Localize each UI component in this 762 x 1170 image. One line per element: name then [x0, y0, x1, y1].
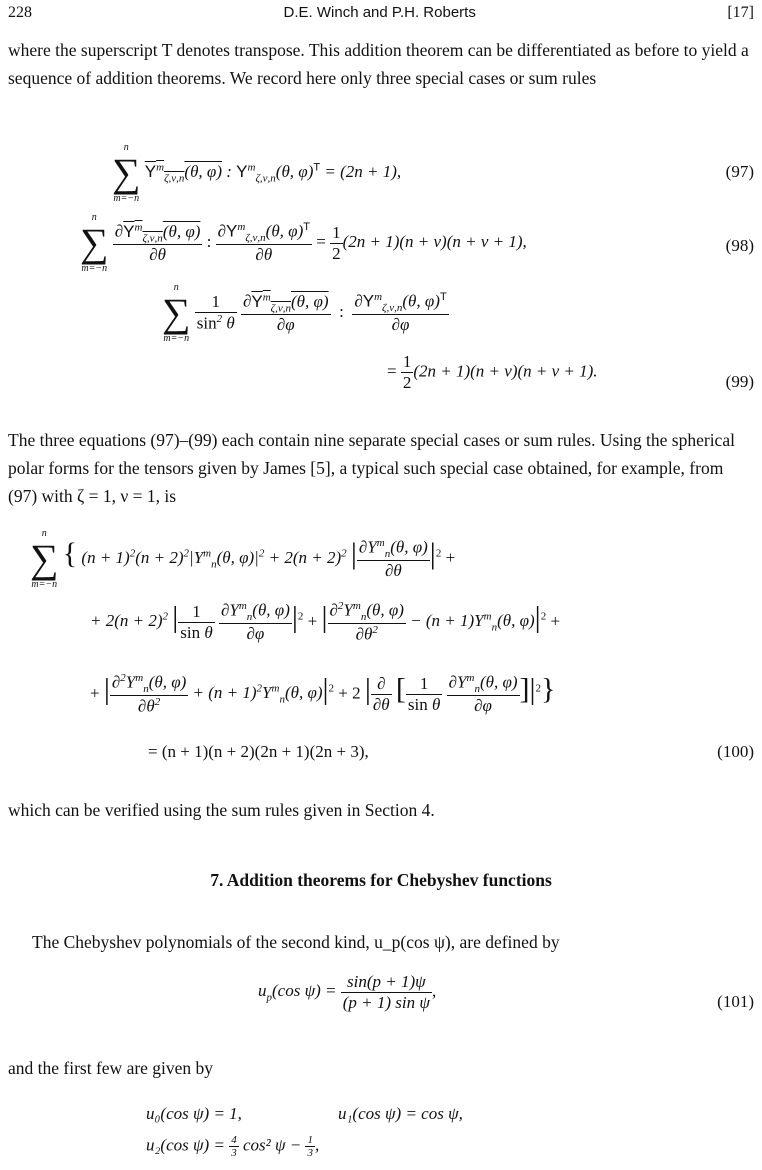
- eq98-rhs: (2n + 1)(n + ν)(n + ν + 1),: [342, 231, 527, 251]
- section-title: 7. Addition theorems for Chebyshev functions: [210, 870, 552, 890]
- equation-100-line2: + $2(n + 2)^2$ | $\frac{1}{\text{sin θ}}$ $\frac{\partial Y^m_n(\theta, \varphi)}{\partial\varphi}$ $|^2$ + | $\frac{\partial^2Y^m_n(\theta, \varphi)}{\partial\theta^2}$ − $(n + 1)Y^m_n(\theta$, $\varphi)|^2$ +: [90, 600, 561, 644]
- eq-number-100: (100): [717, 742, 754, 761]
- eq-number-99: (99): [725, 372, 754, 391]
- u2-equation: u₂(cos ψ) = $\frac{4}{3}$ cos² ψ − $\frac{1}{3}$ ,: [146, 1134, 320, 1159]
- u0-equation: u₀(cos ψ) = 1,: [146, 1104, 242, 1123]
- running-authors: D.E. Winch and P.H. Roberts: [283, 4, 476, 21]
- equation-100-line3: + | $\frac{\partial^2Y^m_n(\theta, \varphi)}{\partial\theta^2}$ + $(n + 1)^2Y^m_n(\theta$, $\varphi)|^2 + 2$ | $\frac{\partial}{\partial\theta}$ [ $\frac{1}{\text{sin θ}}$ $\frac{\partial Y^m_n(\theta, \varphi)}{\partial\varphi}$ ]$|^2$}: [90, 672, 556, 716]
- equation-98: n ∑ m=−n $\frac{\partial Y^m_{\zeta,\nu,n}(\theta, \varphi)}{\partial\theta}$ : $\frac{\partial Y^m_{\zeta,\nu,n}(\theta, \varphi)^T}{\partial\theta}$ = $\frac{1}{2}$ (2n + 1)(n + ν)(n + ν + 1),: [80, 212, 527, 274]
- verify-paragraph: which can be verified using the sum rules given in Section 4.: [8, 800, 435, 820]
- equation-99-line2: = $\frac{1}{2}$ (2n + 1)(n + ν)(n + ν + 1).: [387, 352, 598, 392]
- eq97-rhs: = (2n + 1),: [324, 161, 402, 181]
- equation-97: n ∑ m=−n $Y^m_{\zeta,\nu,n}(\theta$, φ) : $Y^m_{\zeta,\nu,n}(\theta$, φ)$^T$ = (2n + 1),: [112, 142, 402, 204]
- running-header: [8, 4, 754, 26]
- first-few-paragraph: and the first few are given by: [8, 1058, 214, 1078]
- eq-number-97: (97): [725, 162, 754, 181]
- equation-99-line1: n ∑ m=−n $\frac{1}{\sin^2 \theta}$ $\frac{\partial Y^m_{\zeta,\nu,n}(\theta, \varphi)}{\partial\varphi}$ : $\frac{\partial Y^m_{\zeta,\nu,n}(\theta, \varphi)^T}{\partial\varphi}$: [162, 282, 447, 344]
- equation-100-line1: n ∑ m=−n { $(n + 1)^2(n + 2)^2|Y^m_n(\theta$, $\varphi)|^2 + 2(n + 2)^2$ | $\frac{\partial Y^m_n(\theta, \varphi)}{\partial\theta}$ $|^2$ +: [30, 528, 456, 590]
- article-ref: [17]: [727, 4, 754, 21]
- eq-number-101: (101): [717, 992, 754, 1011]
- u1-equation: u₁(cos ψ) = cos ψ,: [338, 1104, 463, 1123]
- eq101-numerator: sin(p + 1)ψ: [341, 972, 432, 993]
- eq99-rhs: (2n + 1)(n + ν)(n + ν + 1).: [413, 361, 598, 381]
- equation-101: $u_p(\cos$ ψ) = $\frac{\sin(p + 1)\psi}{\text{(p + 1) sin ψ}}$ ,: [258, 972, 437, 1012]
- chebyshev-intro-paragraph: The Chebyshev polynomials of the second kind, u_p(cos ψ), are defined by: [32, 932, 560, 952]
- middle-paragraph: The three equations (97)–(99) each contain nine separate special cases or sum rules. Using the spherical polar forms for the tensors given by James [5], a typical such special case obtained, for example, from (97) with ζ = 1, ν = 1, is: [8, 430, 735, 506]
- equation-100-rhs: = (n + 1)(n + 2)(2n + 1)(2n + 3),: [148, 742, 369, 761]
- eq-number-98: (98): [725, 236, 754, 255]
- page-number: 228: [8, 4, 32, 21]
- u2-rhs: cos² ψ −: [242, 1135, 302, 1155]
- u2-lhs: u₂(cos ψ) =: [146, 1135, 225, 1155]
- eq101-denominator: (p + 1) sin ψ: [342, 993, 430, 1012]
- intro-paragraph: where the superscript T denotes transpose. This addition theorem can be differentiated as before to yield a sequence of addition theorems. We record here only three special cases or sum rules: [8, 40, 749, 88]
